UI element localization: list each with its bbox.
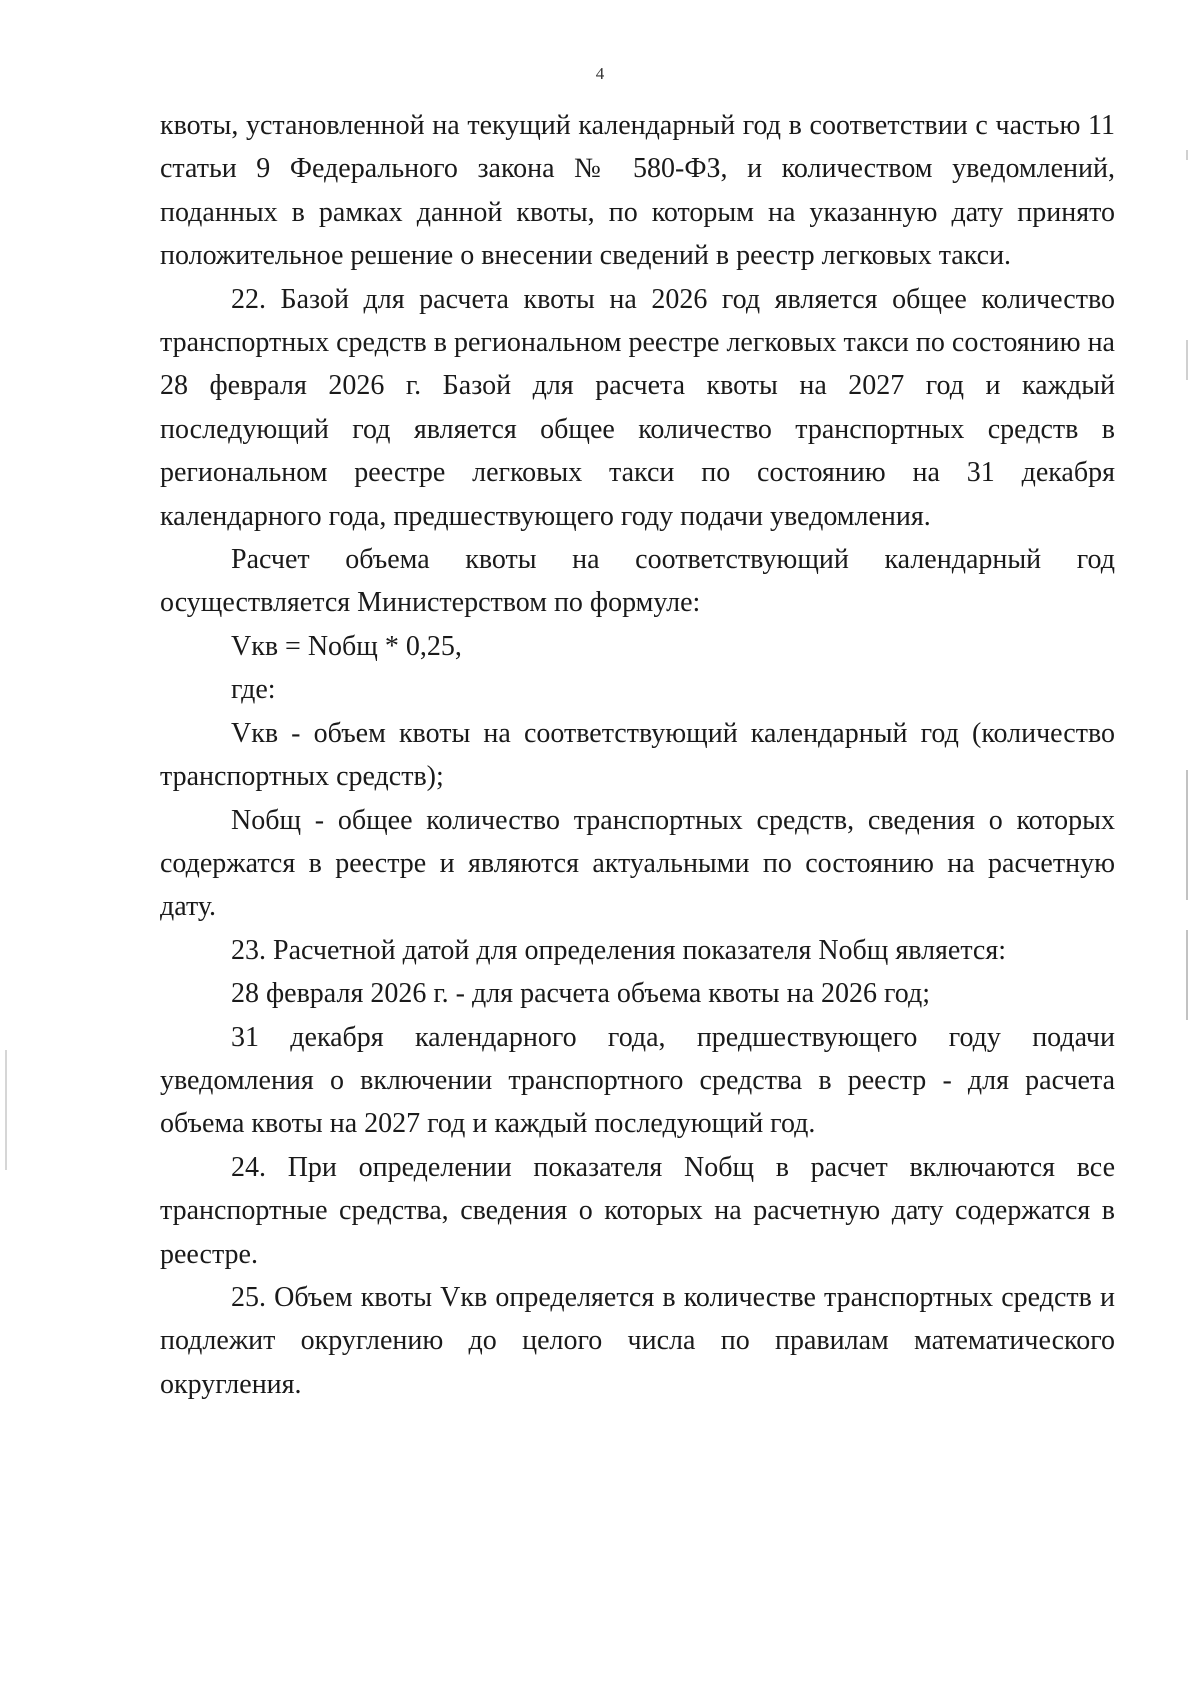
- scan-artifact-right-1: [1186, 150, 1188, 160]
- paragraph-23-item-2: 31 декабря календарного года, предшествующего году подачи уведомления о включении транспортного средства в реестр - для расчета объема квоты на 2027 год и каждый последующий год.: [160, 1021, 1115, 1140]
- paragraph-23: 23. Расчетной датой для определения показателя Nобщ является:: [231, 934, 1007, 966]
- paragraph-25: 25. Объем квоты Vкв определяется в количестве транспортных средств и подлежит округлению до целого числа по правилам математического округления.: [160, 1281, 1115, 1400]
- page-number: 4: [595, 64, 605, 83]
- paragraph-23-item-1: 28 февраля 2026 г. - для расчета объема квоты на 2026 год;: [231, 978, 931, 1010]
- paragraph-24: 24. При определении показателя Nобщ в расчет включаются все транспортные средства, сведения о которых на расчетную дату содержатся в реестре.: [160, 1151, 1115, 1270]
- scan-artifact-right-3: [1186, 770, 1188, 900]
- document-body: [160, 104, 1115, 1406]
- paragraph-continuation: квоты, установленной на текущий календарный год в соответствии с частью 11 статьи 9 Федерального закона № 580-ФЗ, и количеством уведомлений, поданных в рамках данной квоты, по которым на указанную дату принято положительное решение о внесении сведений в реестр легковых такси.: [160, 110, 1115, 272]
- scan-artifact-left-1: [5, 1050, 7, 1170]
- scan-artifact-right-4: [1186, 930, 1188, 1020]
- paragraph-22: 22. Базой для расчета квоты на 2026 год является общее количество транспортных средств в региональном реестре легковых такси по состоянию на 28 февраля 2026 г. Базой для расчета квоты на 2027 год и каждый последующий год является общее количество транспортных средств в региональном реестре легковых такси по состоянию на 31 декабря календарного года, предшествующего году подачи уведомления.: [160, 283, 1115, 532]
- definition-vkv: Vкв - объем квоты на соответствующий календарный год (количество транспортных средств);: [160, 717, 1115, 793]
- paragraph-where: где:: [231, 674, 276, 706]
- formula: Vкв = Nобщ * 0,25,: [231, 630, 462, 662]
- scan-artifact-right-2: [1186, 340, 1188, 380]
- paragraph-calculation: Расчет объема квоты на соответствующий календарный год осуществляется Министерством по формуле:: [160, 544, 1115, 619]
- definition-nobsh: Nобщ - общее количество транспортных средств, сведения о которых содержатся в реестре и являются актуальными по состоянию на расчетную дату.: [160, 804, 1115, 923]
